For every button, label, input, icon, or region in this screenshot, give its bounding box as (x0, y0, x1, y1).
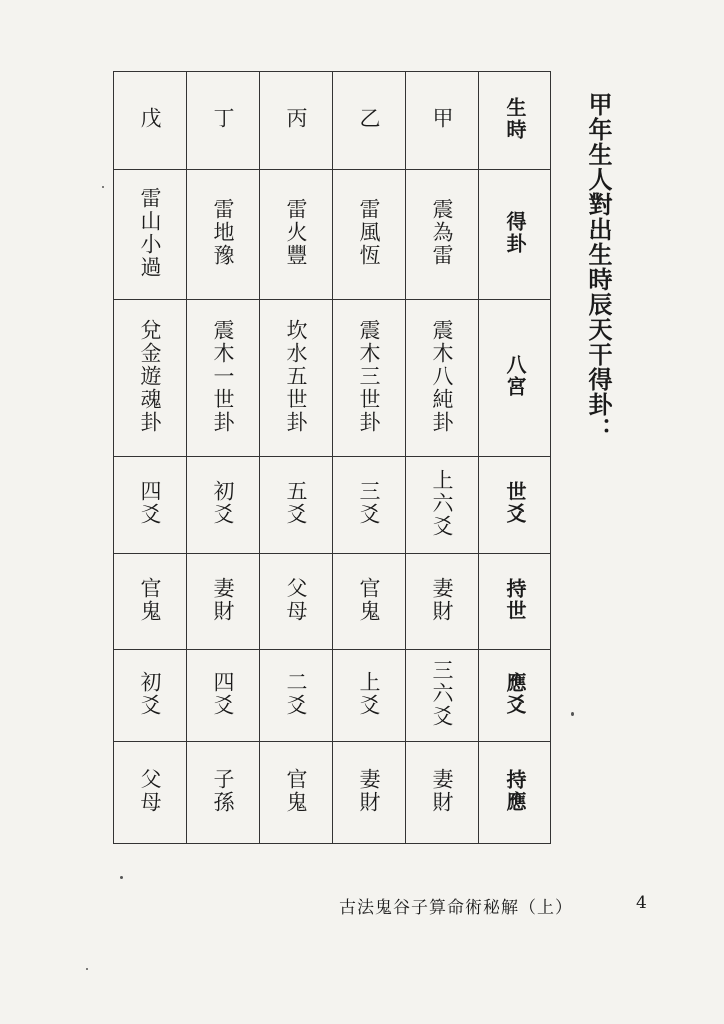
hexagram-table (113, 71, 551, 844)
table-cell: 上爻 (333, 650, 406, 742)
table-cell: 初爻 (187, 457, 260, 554)
header-cell: 持應 (479, 742, 551, 844)
header-cell: 生時 (479, 72, 551, 170)
footer-book-title: 古法鬼谷子算命術秘解（上） (339, 898, 573, 918)
table-cell: 震木三世卦 (333, 300, 406, 457)
table-cell: 四爻 (187, 650, 260, 742)
table-cell: 妻財 (406, 554, 479, 650)
table-cell: 妻財 (406, 742, 479, 844)
table-row (114, 72, 551, 170)
table-cell: 戊 (114, 72, 187, 170)
scan-speck (571, 712, 574, 716)
table-cell: 二爻 (260, 650, 333, 742)
table-cell: 父母 (260, 554, 333, 650)
table-cell: 甲 (406, 72, 479, 170)
table-cell: 震木八純卦 (406, 300, 479, 457)
table-row (114, 742, 551, 844)
table-cell: 官鬼 (260, 742, 333, 844)
header-cell: 持世 (479, 554, 551, 650)
table-cell: 雷風恆 (333, 170, 406, 300)
table-row (114, 650, 551, 742)
header-cell: 世爻 (479, 457, 551, 554)
table-cell: 妻財 (333, 742, 406, 844)
scan-speck (120, 876, 123, 879)
table-cell: 震木一世卦 (187, 300, 260, 457)
header-cell: 八宮 (479, 300, 551, 457)
table-cell: 三六爻 (406, 650, 479, 742)
table-cell: 坎水五世卦 (260, 300, 333, 457)
table-cell: 三爻 (333, 457, 406, 554)
table-cell: 上六爻 (406, 457, 479, 554)
table-cell: 震為雷 (406, 170, 479, 300)
table-cell: 四爻 (114, 457, 187, 554)
table-cell: 子孫 (187, 742, 260, 844)
table-cell: 兌金遊魂卦 (114, 300, 187, 457)
page-title: 甲年生人對出生時辰天干得卦： (584, 92, 612, 442)
table-cell: 雷山小過 (114, 170, 187, 300)
table-cell: 五爻 (260, 457, 333, 554)
table-cell: 妻財 (187, 554, 260, 650)
table-cell: 丙 (260, 72, 333, 170)
header-cell: 得卦 (479, 170, 551, 300)
table-cell: 官鬼 (333, 554, 406, 650)
page-number: 4 (636, 893, 647, 913)
header-cell: 應爻 (479, 650, 551, 742)
scan-speck (86, 968, 88, 970)
table-cell: 乙 (333, 72, 406, 170)
table-row (114, 554, 551, 650)
table-row (114, 300, 551, 457)
table-cell: 雷地豫 (187, 170, 260, 300)
table-row (114, 457, 551, 554)
table-cell: 雷火豐 (260, 170, 333, 300)
table-cell: 官鬼 (114, 554, 187, 650)
scan-speck (102, 186, 104, 188)
table-cell: 初爻 (114, 650, 187, 742)
table-cell: 父母 (114, 742, 187, 844)
table-cell: 丁 (187, 72, 260, 170)
table-row (114, 170, 551, 300)
